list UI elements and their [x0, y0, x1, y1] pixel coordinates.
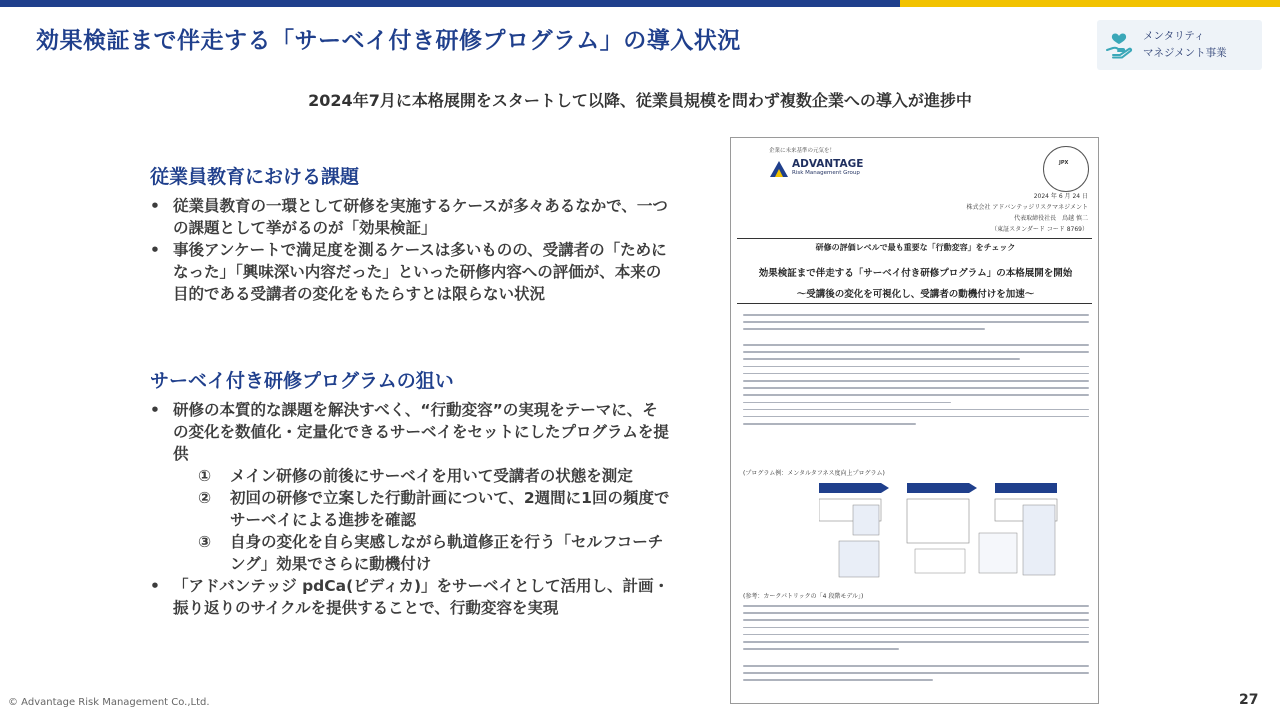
body-text-block-3	[743, 605, 1089, 655]
page-subtitle: 2024年7月に本格展開をスタートして以降、従業員規模を問わず複数企業への導入が進捗中	[308, 91, 972, 110]
top-bar-navy	[0, 0, 900, 7]
press-release-thumbnail	[730, 137, 1099, 704]
body-text-block-2	[743, 344, 1089, 430]
section-challenges	[150, 162, 670, 305]
challenges-list	[150, 195, 670, 305]
challenge-bullet-2: • 事後アンケートで満足度を測るケースは多いものの、受講者の「ためになった」「興味深い内容だった」といった研修内容への評価が、本来の目的である受講者の変化をもたらすとは限らない状況	[150, 239, 670, 305]
badge-line-1: メンタリティ	[1143, 30, 1205, 42]
press-release-date: 2024 年 6 月 24 日	[1033, 193, 1088, 200]
logo-sub-text: Risk Management Group	[792, 170, 860, 176]
aims-list	[150, 399, 670, 619]
challenge-bullet-1: • 従業員教育の一環として研修を実施するケースが多々あるなかで、一つの課題として挙がるのが「効果検証」	[150, 195, 670, 239]
page-number: 27	[1239, 692, 1259, 708]
section-aims-heading: サーベイ付き研修プログラムの狙い	[150, 370, 454, 392]
advantage-logo	[769, 158, 863, 178]
aim-subitem-1	[198, 465, 670, 487]
press-release-company: 株式会社 アドバンテッジリスクマネジメント	[966, 204, 1088, 211]
heart-hand-icon	[1105, 30, 1133, 60]
aim-bullet-1-text: 研修の本質的な課題を解決すべく、“行動変容”の実現をテーマに、その変化を数値化・定量化できるサーベイをセットにしたプログラムを提供	[173, 401, 669, 463]
body-text-block-4	[743, 665, 1089, 687]
divider	[737, 238, 1092, 239]
aim-subitem-2	[198, 487, 670, 531]
page-title: 効果検証まで伴走する「サーベイ付き研修プログラム」の導入状況	[36, 28, 741, 54]
press-release-headline-main: 効果検証まで伴走する「サーベイ付き研修プログラム」の本格展開を開始	[758, 268, 1073, 279]
top-bar-gold	[900, 0, 1280, 7]
subitem-number: ③	[198, 533, 212, 551]
press-release-tagline: 企業に未来基準の元気を！	[769, 148, 836, 154]
press-release-representative: 代表取締役社長 鳥越 慎二	[1014, 215, 1088, 222]
subitem-text: 初回の研修で立案した行動計画について、2週間に1回の頻度でサーベイによる進捗を確認	[230, 489, 670, 529]
program-caption: (プログラム例：メンタルタフネス度向上プログラム)	[743, 470, 885, 477]
press-release-meta	[967, 191, 1089, 235]
aim-subitem-3	[198, 531, 670, 575]
divider	[737, 303, 1092, 304]
subitem-number: ①	[198, 467, 212, 485]
section-aims	[150, 366, 670, 619]
subitem-number: ②	[198, 489, 212, 507]
press-release-headline-sub: ～受講後の変化を可視化し、受講者の動機付けを加速～	[796, 289, 1035, 300]
aim-subitems	[198, 465, 670, 575]
advantage-logo-icon	[769, 158, 789, 178]
aim-bullet-2: • 「アドバンテッジ pdCa(ピディカ)」をサーベイとして活用し、計画・振り返りのサイクルを提供することで、行動変容を実現	[150, 575, 670, 619]
body-text-block-1	[743, 314, 1089, 336]
logo-main-text: ADVANTAGE	[792, 158, 864, 170]
aim-bullet-1	[150, 399, 670, 575]
section-challenges-heading: 従業員教育における課題	[150, 166, 360, 188]
top-color-bar	[0, 0, 1280, 7]
press-release-headline-small: 研修の評価レベルで最も重要な「行動変容」をチェック	[815, 243, 1016, 252]
jpx-seal-text: JPX	[1059, 160, 1069, 166]
business-badge	[1097, 20, 1262, 70]
subitem-text: メイン研修の前後にサーベイを用いて受講者の状態を測定	[230, 467, 633, 485]
copyright-footer: © Advantage Risk Management Co.,Ltd.	[8, 697, 210, 708]
jpx-seal-icon	[1043, 146, 1089, 192]
subitem-text: 自身の変化を自ら実感しながら軌道修正を行う「セルフコーチング」効果でさらに動機付け	[230, 533, 664, 573]
press-release-listing: （東証スタンダード コード 8769）	[991, 226, 1088, 233]
reference-caption: (参考：カークパトリックの「4 段階モデル」)	[743, 593, 864, 600]
badge-text	[1143, 28, 1227, 62]
program-flow-diagram	[819, 483, 1059, 583]
badge-line-2: マネジメント事業	[1143, 47, 1227, 59]
